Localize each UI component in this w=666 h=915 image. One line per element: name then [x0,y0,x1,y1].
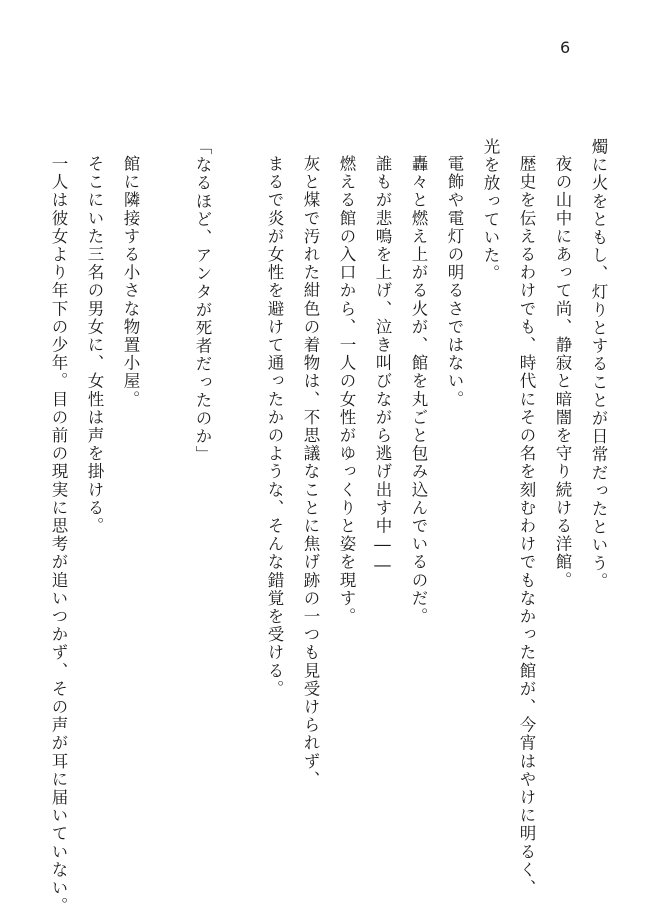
text-line: 夜の山中にあって尚、静寂と暗闇を守り続ける洋館。 [553,154,572,589]
text-line: 灰と煤で汚れた紺色の着物は、不思議なことに焦げ跡の一つも見受けられず、 [301,154,320,788]
text-line: 館に隣接する小さな物置小屋。 [121,154,140,408]
text-line: まるで炎が女性を避けて通ったかのような、そんな錯覚を受ける。 [265,154,284,698]
blank-line [148,138,184,878]
text-line: 燭に火をともし、灯りとすることが日常だったという。 [589,138,608,591]
text-line: 歴史を伝えるわけでも、時代にその名を刻むわけでもなかった館が、今宵はやけに明るく、 [517,154,536,897]
text-line: 一人は彼女より年下の少年。目の前の現実に思考が追いつかず、その声が耳に届いていない。 [49,154,68,915]
text-line: そこにいた三名の男女に、女性は声を掛ける。 [85,154,104,535]
text-line: 電飾や電灯の明るさではない。 [445,154,464,408]
text-line: 誰もが悲鳴を上げ、泣き叫びながら逃げ出す中―― [373,154,392,576]
blank-line [220,138,256,878]
text-line: 燃える館の入口から、一人の女性がゆっくりと姿を現す。 [337,154,356,626]
vertical-text-body [40,138,616,915]
text-line: 光を放っていた。 [481,138,500,283]
dialogue-line: 「なるほど、アンタが死者だったのか」 [193,138,212,464]
page-number: 6 [560,38,571,57]
text-line: 轟々と燃え上がる火が、館を丸ごと包み込んでいるのだ。 [409,154,428,626]
